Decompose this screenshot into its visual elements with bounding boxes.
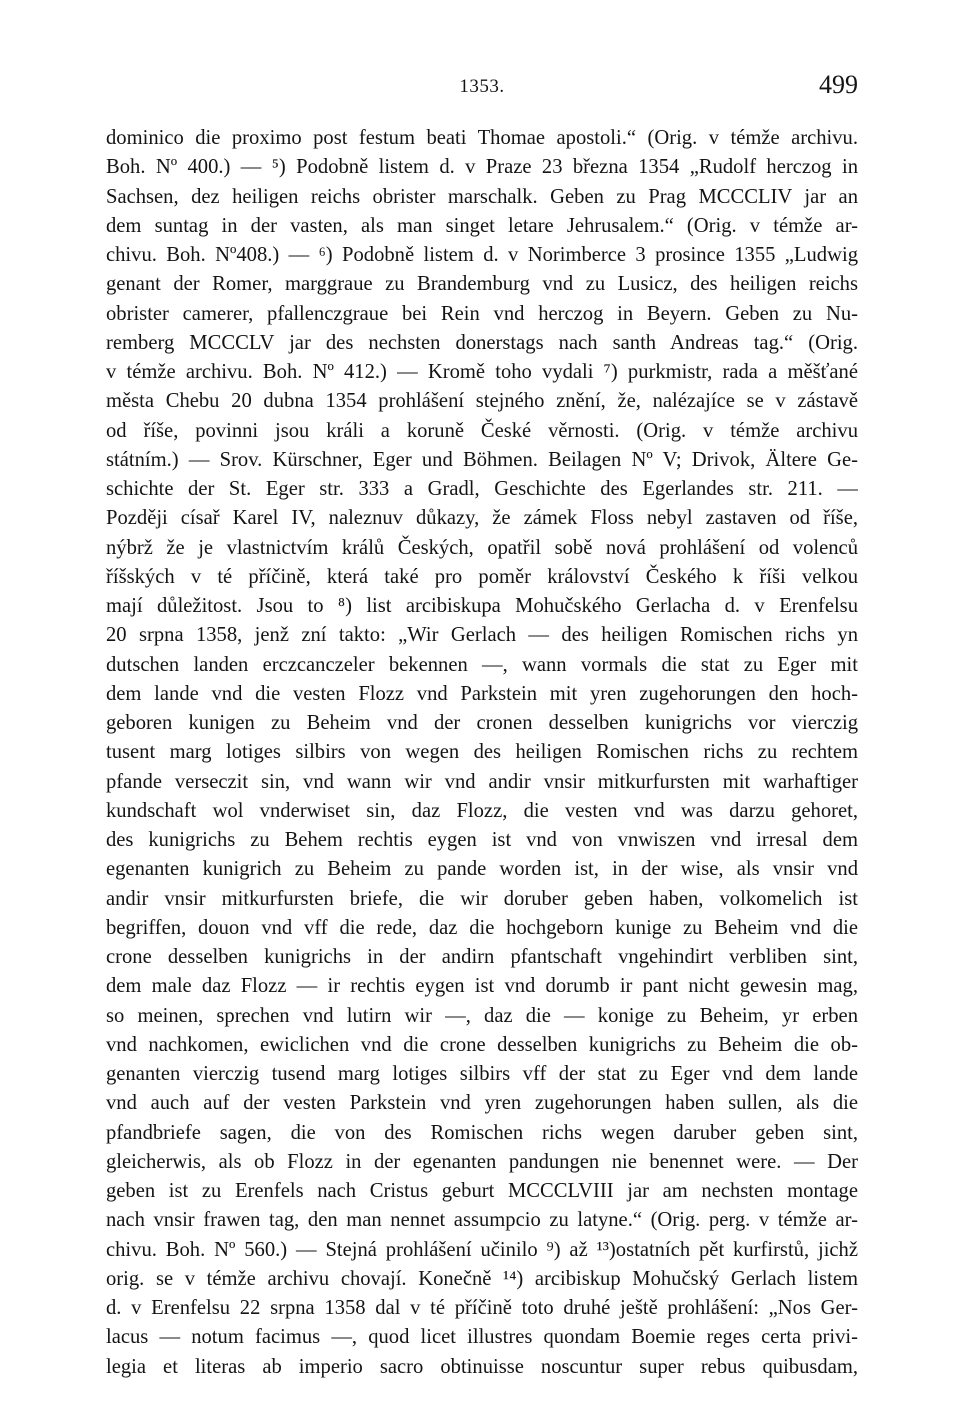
page-number: 499 bbox=[819, 70, 858, 99]
text-line: chivu. Boh. Nº408.) — ⁶) Podobně listem d. v Norimberce 3 prosince 1355 „Ludwig bbox=[106, 244, 858, 266]
text-line: genant der Romer, marggraue zu Brandemburg vnd zu Lusicz, des heiligen reichs bbox=[106, 273, 858, 296]
text-line: schichte der St. Eger str. 333 a Gradl, Geschichte des Egerlandes str. 211. — bbox=[106, 478, 858, 500]
text-line: gleicherwis, als ob Flozz in der egenanten pandungen nie benennet were. — Der bbox=[106, 1150, 858, 1173]
text-line: říšských v té příčině, která také pro poměr království Českého k říši velkou bbox=[106, 565, 858, 588]
text-line: pfande verseczit sin, vnd wann wir vnd andir vnsir mitkurfursten mit warhaftiger bbox=[106, 770, 858, 793]
text-line: geboren kunigen zu Beheim vnd der cronen desselben kunigrichs vor vierczig bbox=[106, 712, 858, 734]
text-line: tusent marg lotiges silbirs von wegen des heiligen Romischen richs zu rechtem bbox=[106, 741, 858, 764]
text-line: nach vnsir frawen tag, den man nennet assumpcio zu latyne.“ (Orig. perg. v témže ar- bbox=[106, 1209, 858, 1232]
text-line: begriffen, douon vnd vff die rede, daz die hochgeborn kunige zu Beheim vnd die bbox=[106, 916, 858, 939]
text-line: andir vnsir mitkurfursten briefe, die wir doruber geben haben, volkomelich ist bbox=[106, 887, 858, 910]
body-text bbox=[106, 124, 858, 1382]
text-line: crone desselben kunigrichs in der andirn pfantschaft vngehindirt verbliben sint, bbox=[106, 946, 858, 968]
text-line: remberg MCCCLV jar des nechsten donerstags nach santh Andreas tag.“ (Orig. bbox=[106, 331, 858, 354]
text-line: dutschen landen erczcanczeler bekennen —, wann vormals die stat zu Eger mit bbox=[106, 653, 858, 676]
text-line: kundschaft wol vnderwiset sin, daz Flozz, die vesten vnd was darzu gehoret, bbox=[106, 799, 858, 822]
text-line: egenanten kunigrich zu Beheim zu pande worden ist, in der wise, als vnsir vnd bbox=[106, 858, 858, 881]
text-line: mají důležitost. Jsou to ⁸) list arcibiskupa Mohučského Gerlacha d. v Erenfelsu bbox=[106, 595, 858, 617]
text-line: d. v Erenfelsu 22 srpna 1358 dal v té příčině toto druhé ještě prohlášení: „Nos Ger- bbox=[106, 1297, 858, 1319]
text-line: so meinen, sprechen vnd lutirn wir —, daz die — konige zu Beheim, yr erben bbox=[106, 1004, 858, 1027]
text-line: vnd nachkomen, ewiclichen vnd die crone desselben kunigrichs zu Beheim die ob- bbox=[106, 1033, 858, 1056]
text-line: dem suntag in der vasten, als man singet letare Jehrusalem.“ (Orig. v témže ar- bbox=[106, 214, 858, 237]
text-line: geben ist zu Erenfels nach Cristus geburt MCCCLVIII jar am nechsten montage bbox=[106, 1180, 858, 1202]
text-line: státním.) — Srov. Kürschner, Eger und Böhmen. Beilagen Nº V; Drivok, Ältere Ge- bbox=[106, 448, 858, 471]
text-line: města Chebu 20 dubna 1354 prohlášení stejného znění, že, nalézajíce se v zástavě bbox=[106, 390, 858, 413]
text-line: des kunigrichs zu Behem rechtis eygen ist vnd von vnwiszen vnd irresal dem bbox=[106, 829, 858, 851]
text-line: nýbrž že je vlastnictvím králů Českých, opatřil sobě nová prohlášení od volenců bbox=[106, 536, 858, 559]
text-line: obrister camerer, pfallenczgraue bei Rein vnd herczog in Beyern. Geben zu Nu- bbox=[106, 302, 858, 325]
text-line: dem male daz Flozz — ir rechtis eygen ist vnd dorumb ir pant nicht gewesin mag, bbox=[106, 975, 858, 998]
text-line: Boh. Nº 400.) — ⁵) Podobně listem d. v Praze 23 března 1354 „Rudolf herczog in bbox=[106, 156, 858, 179]
text-line: vnd auch auf der vesten Parkstein vnd yren zugehorungen haben sullen, als die bbox=[106, 1092, 858, 1115]
page-header bbox=[106, 70, 858, 102]
text-line: dominico die proximo post festum beati Thomae apostoli.“ (Orig. v témže archivu. bbox=[106, 127, 858, 149]
text-line: v témže archivu. Boh. Nº 412.) — Kromě toho vydali ⁷) purkmistr, rada a měšťané bbox=[106, 361, 858, 383]
text-line: legia et literas ab imperio sacro obtinuisse noscuntur super rebus quibusdam, bbox=[106, 1355, 858, 1378]
text-line: 20 srpna 1358, jenž zní takto: „Wir Gerlach — des heiligen Romischen richs yn bbox=[106, 624, 858, 647]
text-line: od říše, povinni jsou králi a koruně České věrnosti. (Orig. v témže archivu bbox=[106, 419, 858, 442]
text-line: lacus — notum facimus —, quod licet illustres quondam Boemie reges certa privi- bbox=[106, 1326, 858, 1349]
text-line: Později císař Karel IV, naleznuv důkazy, že zámek Floss nebyl zastaven od říše, bbox=[106, 507, 858, 530]
text-line: Sachsen, dez heiligen reichs obrister marschalk. Geben zu Prag MCCCLIV jar an bbox=[106, 185, 858, 208]
page-year: 1353. bbox=[459, 76, 505, 97]
text-line: pfandbriefe sagen, die von des Romischen richs wegen daruber geben sint, bbox=[106, 1121, 858, 1144]
text-line: genanten vierczig tusend marg lotiges silbirs vff der stat zu Eger vnd dem lande bbox=[106, 1063, 858, 1085]
text-line: orig. se v témže archivu chovají. Konečně ¹⁴) arcibiskup Mohučský Gerlach listem bbox=[106, 1267, 858, 1290]
text-line: chivu. Boh. Nº 560.) — Stejná prohlášení učinilo ⁹) až ¹³)ostatních pět kurfirstů, jichž bbox=[106, 1238, 858, 1261]
text-line: dem lande vnd die vesten Flozz vnd Parkstein mit yren zugehorungen den hoch- bbox=[106, 682, 858, 705]
